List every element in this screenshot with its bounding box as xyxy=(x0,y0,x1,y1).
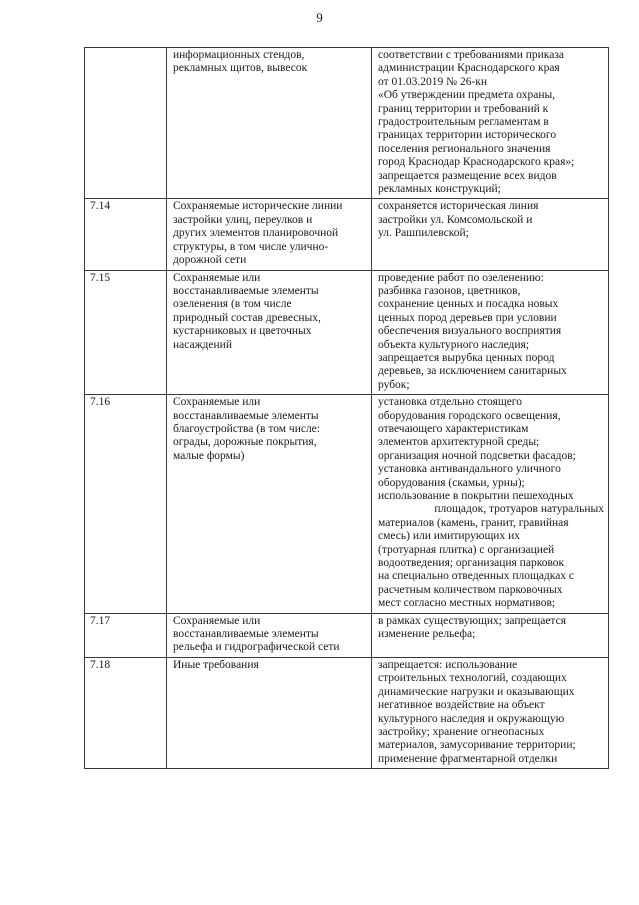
requirement-line: город Краснодар Краснодарского края»; xyxy=(378,156,575,169)
requirement-line: границ территории и требований к xyxy=(378,102,549,115)
requirement-line: «Об утверждении предмета охраны, xyxy=(378,89,556,102)
requirements-cell xyxy=(372,270,609,395)
requirement-line: площадок, тротуаров натуральных xyxy=(434,503,604,516)
element-name-line: ограды, дорожные покрытия, xyxy=(173,436,317,449)
requirement-line: ул. Рашпилевской; xyxy=(378,227,469,240)
requirement-line: деревьев, за исключением санитарных xyxy=(378,365,567,378)
requirement-line: объекта культурного наследия; xyxy=(378,338,530,351)
requirement-line: застройки ул. Комсомольской и xyxy=(378,213,533,226)
element-name-line: других элементов планировочной xyxy=(173,227,339,240)
element-name-line: застройки улиц, переулков и xyxy=(173,213,313,226)
element-name-line: Сохраняемые или xyxy=(173,396,261,409)
requirement-line: рекламных конструкций; xyxy=(378,183,501,196)
requirement-line: застройку; хранение огнеопасных xyxy=(378,725,545,738)
requirement-line: водоотведения; организация парковок xyxy=(378,557,565,570)
requirements-cell xyxy=(372,199,609,270)
requirement-line: культурного наследия и окружающую xyxy=(378,712,565,725)
element-name-cell xyxy=(167,48,372,199)
requirement-line: оборудования (скамьи, урны); xyxy=(378,476,525,489)
element-name-line: кустарниковых и цветочных xyxy=(173,325,312,338)
element-name-line: Сохраняемые или xyxy=(173,614,261,627)
row-number: 7.18 xyxy=(85,657,167,768)
element-name-line: восстанавливаемые элементы xyxy=(173,409,319,422)
row-number xyxy=(85,48,167,199)
requirement-line: границах территории исторического xyxy=(378,129,557,142)
requirement-line: использование в покрытии пешеходных xyxy=(378,490,574,502)
requirement-line: обеспечения визуального восприятия xyxy=(378,325,562,338)
table-row xyxy=(85,613,609,657)
table-row xyxy=(85,657,609,768)
requirement-line: оборудования городского освещения, xyxy=(378,409,561,422)
requirement-line: расчетным количеством парковочных xyxy=(378,583,563,596)
page-number: 9 xyxy=(316,10,323,25)
requirement-line: смесь) или имитирующих их xyxy=(378,530,520,543)
requirement-line: ценных пород деревьев при условии xyxy=(378,311,557,324)
table-row xyxy=(85,395,609,614)
requirement-line: материалов, замусоривание территории; xyxy=(378,739,576,752)
element-name-cell xyxy=(167,613,372,657)
element-name-line: рекламных щитов, вывесок xyxy=(173,62,308,75)
requirement-line: установка антивандального уличного xyxy=(378,463,561,476)
requirements-cell xyxy=(372,48,609,199)
element-name-line: восстанавливаемые элементы xyxy=(173,628,319,641)
requirement-line: мест согласно местных нормативов; xyxy=(378,597,556,610)
row-number: 7.15 xyxy=(85,270,167,395)
element-name-line: Сохраняемые исторические линии xyxy=(173,200,343,213)
element-name-line: структуры, в том числе улично- xyxy=(173,240,329,253)
element-name-line: Сохраняемые или xyxy=(173,271,261,284)
row-number: 7.17 xyxy=(85,613,167,657)
requirement-line: разбивка газонов, цветников, xyxy=(378,284,521,297)
requirements-table xyxy=(84,47,609,769)
element-name-line: насаждений xyxy=(173,338,232,351)
row-number: 7.16 xyxy=(85,395,167,614)
element-name-line: природный состав древесных, xyxy=(173,311,321,324)
requirement-line: строительных технологий, создающих xyxy=(378,672,567,685)
requirement-line: материалов (камень, гранит, гравийная xyxy=(378,516,569,529)
table-body xyxy=(85,48,609,769)
requirement-line: градостроительным регламентам в xyxy=(378,116,549,129)
requirement-line: в рамках существующих; запрещается xyxy=(378,614,566,627)
requirements-cell xyxy=(372,613,609,657)
requirement-line: отвечающего характеристикам xyxy=(378,422,529,435)
element-name-line: информационных стендов, xyxy=(173,49,305,61)
table-row xyxy=(85,199,609,270)
requirement-line: соответствии с требованиями приказа xyxy=(378,49,564,61)
requirement-line: запрещается: использование xyxy=(378,658,518,671)
element-name-cell xyxy=(167,199,372,270)
requirement-line: элементов архитектурной среды; xyxy=(378,436,540,449)
requirement-line: на специально отведенных площадках с xyxy=(378,570,575,583)
requirement-line: организация ночной подсветки фасадов; xyxy=(378,449,576,462)
requirement-line: (тротуарная плитка) с организацией xyxy=(378,543,555,556)
requirement-line: администрации Краснодарского края xyxy=(378,62,560,75)
requirement-line: запрещается размещение всех видов xyxy=(378,169,557,182)
element-name-line: дорожной сети xyxy=(173,254,247,267)
requirement-line: проведение работ по озеленению: xyxy=(378,271,544,284)
requirement-line: негативное воздействие на объект xyxy=(378,699,545,712)
requirement-line: изменение рельефа; xyxy=(378,628,476,641)
requirement-line: сохраняется историческая линия xyxy=(378,200,539,213)
element-name-line: малые формы) xyxy=(173,449,245,462)
element-name-line: восстанавливаемые элементы xyxy=(173,284,319,297)
requirements-cell xyxy=(372,657,609,768)
row-number: 7.14 xyxy=(85,199,167,270)
element-name-line: озеленения (в том числе xyxy=(173,298,292,311)
requirement-line: запрещается вырубка ценных пород xyxy=(378,351,555,364)
element-name-line: Иные требования xyxy=(173,658,259,671)
requirement-line: применение фрагментарной отделки xyxy=(378,752,558,765)
element-name-cell xyxy=(167,270,372,395)
element-name-line: рельефа и гидрографической сети xyxy=(173,641,340,654)
requirement-line: динамические нагрузки и оказывающих xyxy=(378,685,575,698)
requirement-line: поселения регионального значения xyxy=(378,142,551,155)
requirements-cell xyxy=(372,395,609,614)
element-name-cell xyxy=(167,657,372,768)
requirement-line: от 01.03.2019 № 26-кн xyxy=(378,75,488,88)
table-row xyxy=(85,270,609,395)
element-name-line: благоустройства (в том числе: xyxy=(173,422,320,435)
element-name-cell xyxy=(167,395,372,614)
requirement-line: установка отдельно стоящего xyxy=(378,396,522,409)
requirement-line: рубок; xyxy=(378,378,410,391)
requirement-line: сохранение ценных и посадка новых xyxy=(378,298,559,311)
table-row xyxy=(85,48,609,199)
